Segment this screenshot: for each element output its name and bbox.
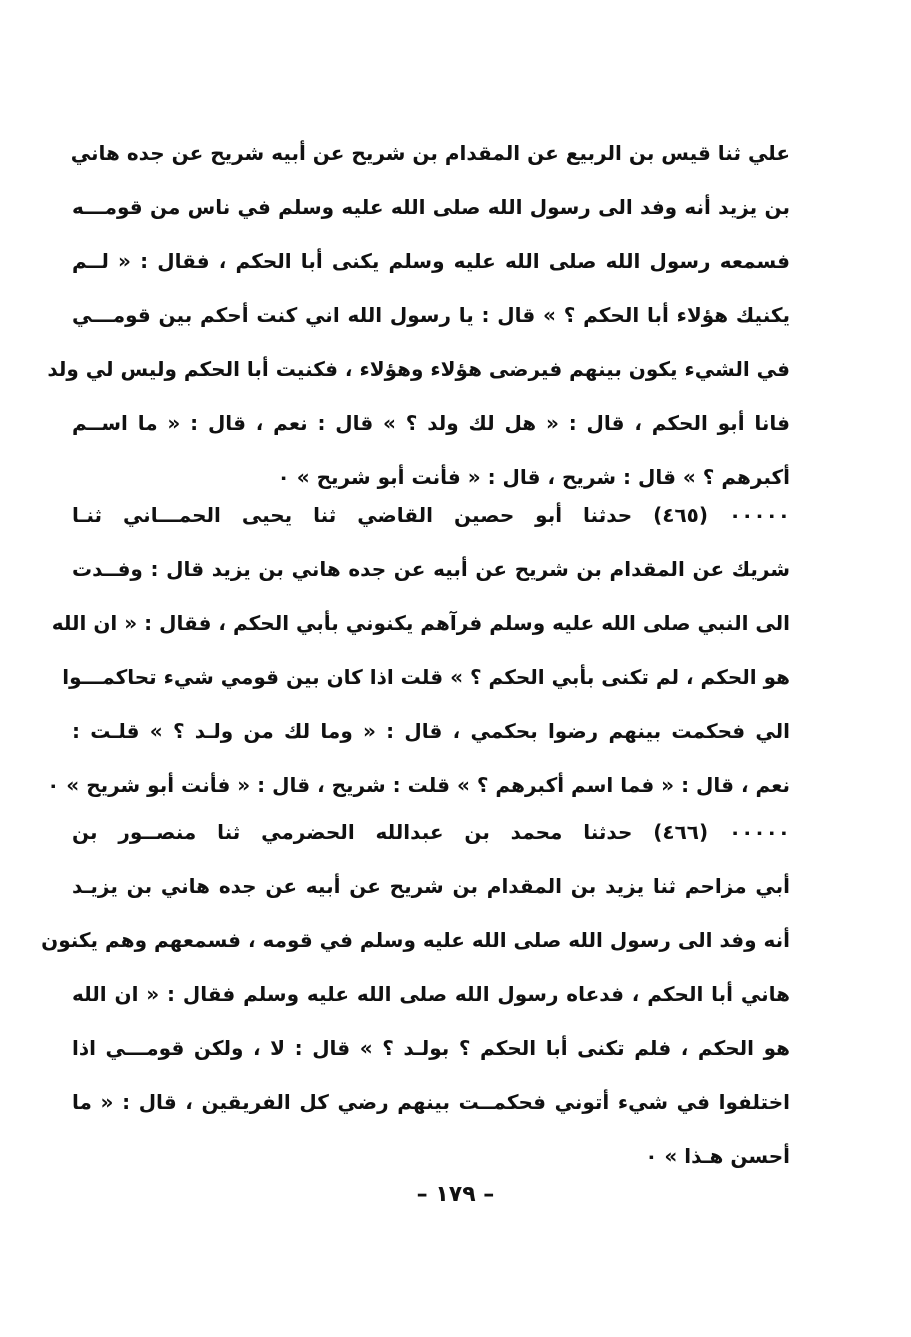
text-line: هاني أبا الحكم ، فدعاه رسول الله صلى الله عليه وسلم فقال : « ان الله [72, 982, 790, 1006]
text-line: أنه وفد الى رسول الله صلى الله عليه وسلم في قومه ، فسمعهم وهم يكنون [41, 928, 790, 952]
text-line: هو الحكم ، لم تكنى بأبي الحكم ؟ » قلت اذا كان بين قومي شيء تحاكمـــوا [62, 665, 790, 689]
hadith-paragraph [47, 126, 790, 504]
text-line: يكنيك هؤلاء أبا الحكم ؟ » قال : يا رسول الله اني كنت أحكم بين قومـــي [72, 303, 790, 327]
text-line: علي ثنا قيس بن الربيع عن المقدام بن شريح عن أبيه شريح عن جده هاني [70, 141, 790, 165]
text-line: أكبرهم ؟ » قال : شريح ، قال : « فأنت أبو شريح » ٠ [277, 465, 790, 489]
text-line: هو الحكم ، فلم تكنى أبا الحكم ؟ بولـد ؟ » قال : لا ، ولكن قومـــي اذا [72, 1036, 790, 1060]
text-line: في الشيء يكون بينهم فيرضى هؤلاء وهؤلاء ، فكنيت أبا الحكم وليس لي ولد [47, 357, 790, 381]
text-line: الى النبي صلى الله عليه وسلم فرآهم يكنوني بأبي الحكم ، فقال : « ان الله [51, 611, 790, 635]
hadith-paragraph [47, 488, 790, 812]
text-line: أحسن هـذا » ٠ [645, 1144, 790, 1168]
text-line: ٠٠٠٠٠ (٤٦٥) حدثنا أبو حصين القاضي ثنا يحيى الحمـــاني ثنـا [72, 503, 790, 527]
text-line: بن يزيد أنه وفد الى رسول الله صلى الله عليه وسلم في ناس من قومـــه [72, 195, 790, 219]
text-line: فانا أبو الحكم ، قال : « هل لك ولد ؟ » قال : نعم ، قال : « ما اســم [72, 411, 790, 435]
text-line: فسمعه رسول الله صلى الله عليه وسلم يكنى أبا الحكم ، فقال : « لــم [72, 249, 790, 273]
text-line: اختلفوا في شيء أتوني فحكمــت بينهم رضي كل الفريقين ، قال : « ما [72, 1090, 790, 1114]
page-number: – ١٧٩ – [416, 1182, 495, 1207]
text-line: الي فحكمت بينهم رضوا بحكمي ، قال : « وما لك من ولـد ؟ » قلـت : [72, 719, 790, 743]
hadith-paragraph [41, 805, 790, 1183]
text-line: شريك عن المقدام بن شريح عن أبيه عن جده هاني بن يزيد قال : وفــدت [72, 557, 790, 581]
text-line: أبي مزاحم ثنا يزيد بن المقدام بن شريح عن أبيه عن جده هاني بن يزيـد [72, 874, 790, 898]
text-line: نعم ، قال : « فما اسم أكبرهم ؟ » قلت : شريح ، قال : « فأنت أبو شريح » ٠ [47, 773, 790, 797]
text-line: ٠٠٠٠٠ (٤٦٦) حدثنا محمد بن عبدالله الحضرمي ثنا منصــور بن [72, 820, 790, 844]
